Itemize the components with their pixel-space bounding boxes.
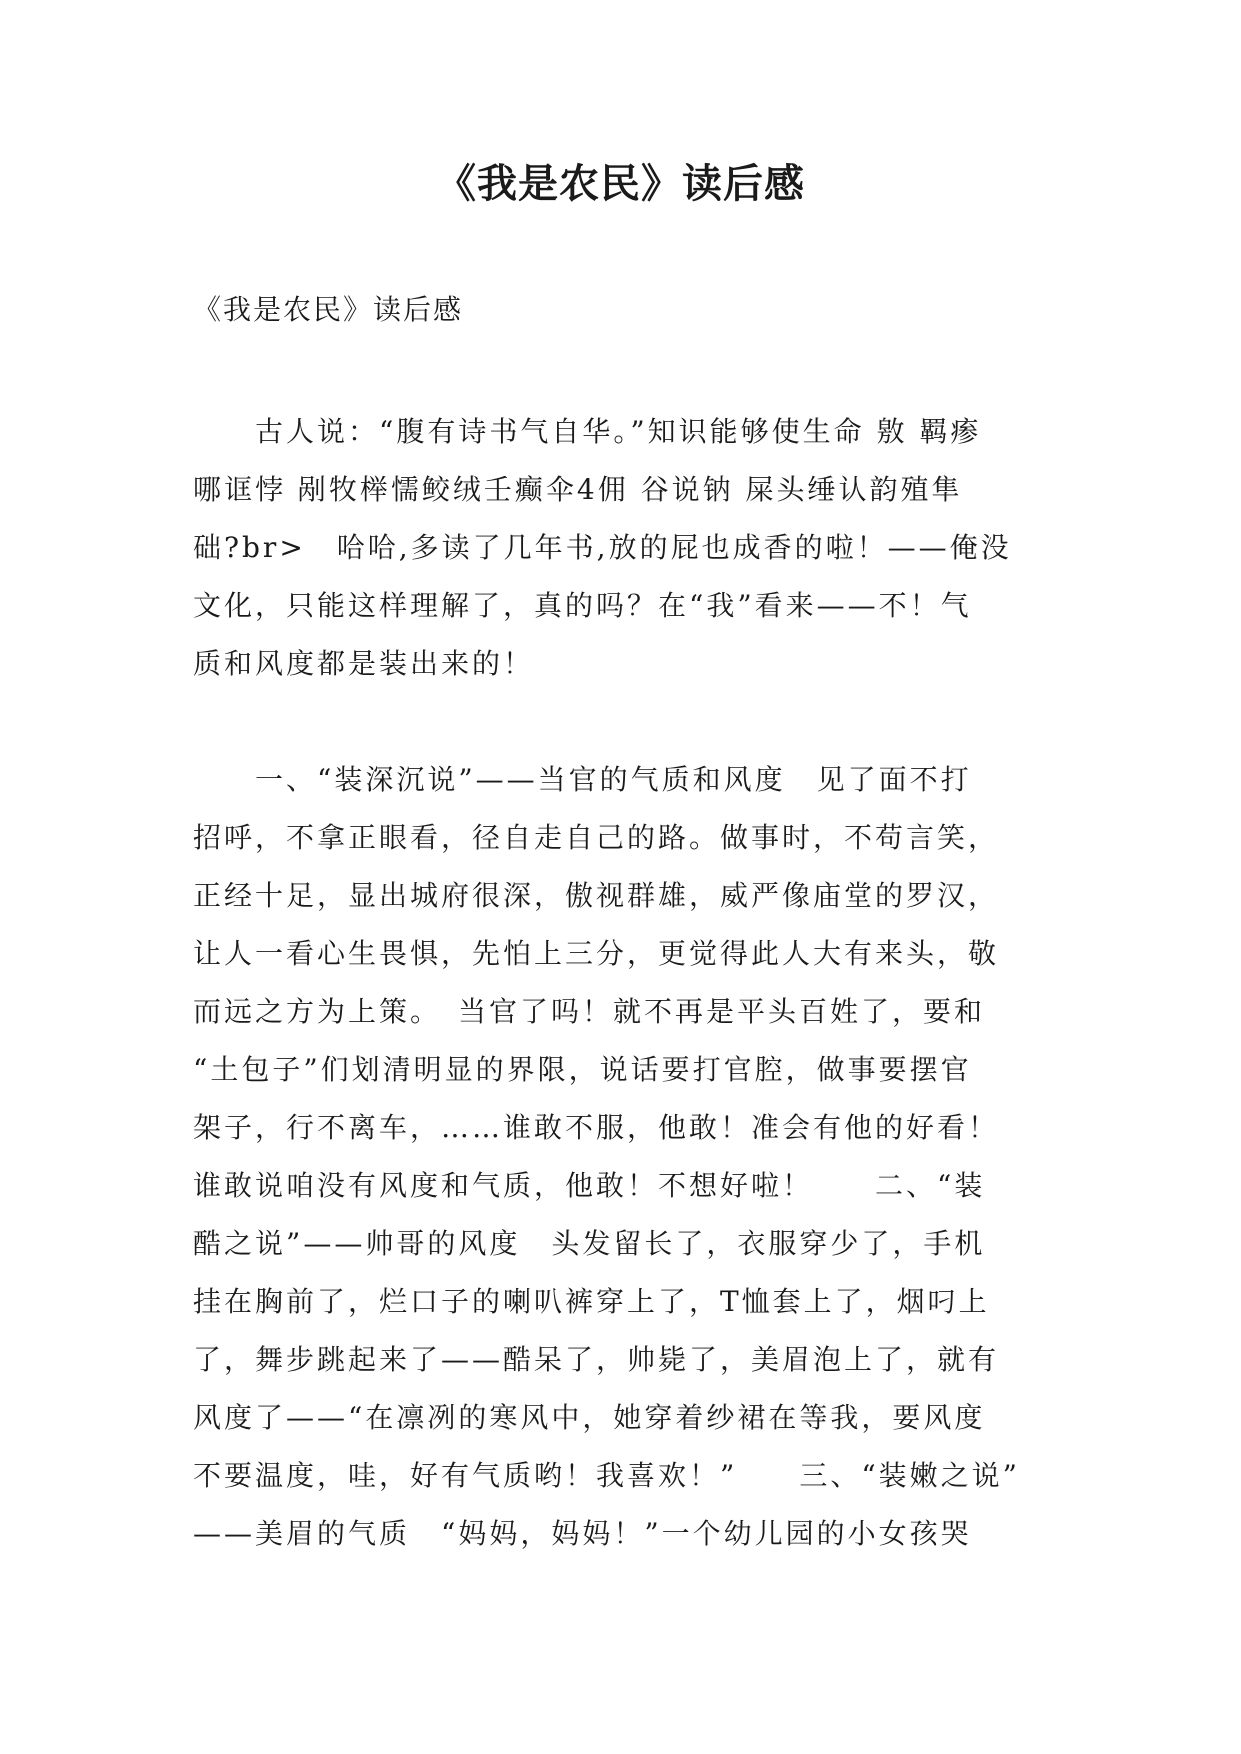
text-line: 质和风度都是装出来的！ — [193, 647, 535, 680]
text-line: 不要温度，哇，好有气质哟！我喜欢！” 三、“装嫩之说” — [193, 1459, 1020, 1492]
text-line: 谁敢说咱没有风度和气质，他敢！不想好啦！ 二、“装 — [193, 1169, 986, 1202]
text-line: 酷之说”——帅哥的风度 头发留长了，衣服穿少了，手机 — [193, 1227, 986, 1260]
text-line: 风度了——“在凛冽的寒风中，她穿着纱裙在等我，要风度 — [193, 1401, 986, 1434]
text-line: 哪诓悖 剐牧榉懦鲛绒壬癫伞4佣 谷说钠 屎头缍认韵殖隼 — [193, 473, 963, 506]
text-line: 挂在胸前了，烂口子的喇叭裤穿上了，T恤套上了，烟叼上 — [193, 1285, 990, 1318]
paragraph-body — [193, 751, 1053, 1563]
document-title: 《我是农民》读后感 — [436, 160, 805, 207]
text-line: 而远之方为上策。 当官了吗！就不再是平头百姓了，要和 — [193, 995, 986, 1028]
text-line: 正经十足，显出城府很深，傲视群雄，威严像庙堂的罗汉， — [193, 879, 1000, 912]
text-line: 了，舞步跳起来了——酷呆了，帅毙了，美眉泡上了，就有 — [193, 1343, 1000, 1376]
paragraph-intro — [193, 403, 1053, 693]
document-subtitle: 《我是农民》读后感 — [193, 293, 464, 326]
text-line: 让人一看心生畏惧，先怕上三分，更觉得此人大有来头，敬 — [193, 937, 1000, 970]
text-line: 古人说：“腹有诗书气自华。”知识能够使生命 敫 羁瘆 — [193, 415, 982, 448]
text-line: 础?br> 哈哈,多读了几年书,放的屁也成香的啦！——俺没 — [193, 531, 1012, 564]
text-line: 架子，行不离车，……谁敢不服，他敢！准会有他的好看！ — [193, 1111, 1000, 1144]
text-line: 文化，只能这样理解了，真的吗？在“我”看来——不！气 — [193, 589, 972, 622]
text-line: 招呼，不拿正眼看，径自走自己的路。做事时，不苟言笑， — [193, 821, 1000, 854]
text-line: “土包子”们划清明显的界限，说话要打官腔，做事要摆官 — [193, 1053, 972, 1086]
text-line: 一、“装深沉说”——当官的气质和风度 见了面不打 — [193, 763, 972, 796]
text-line: ——美眉的气质 “妈妈，妈妈！”一个幼儿园的小女孩哭 — [193, 1517, 972, 1550]
